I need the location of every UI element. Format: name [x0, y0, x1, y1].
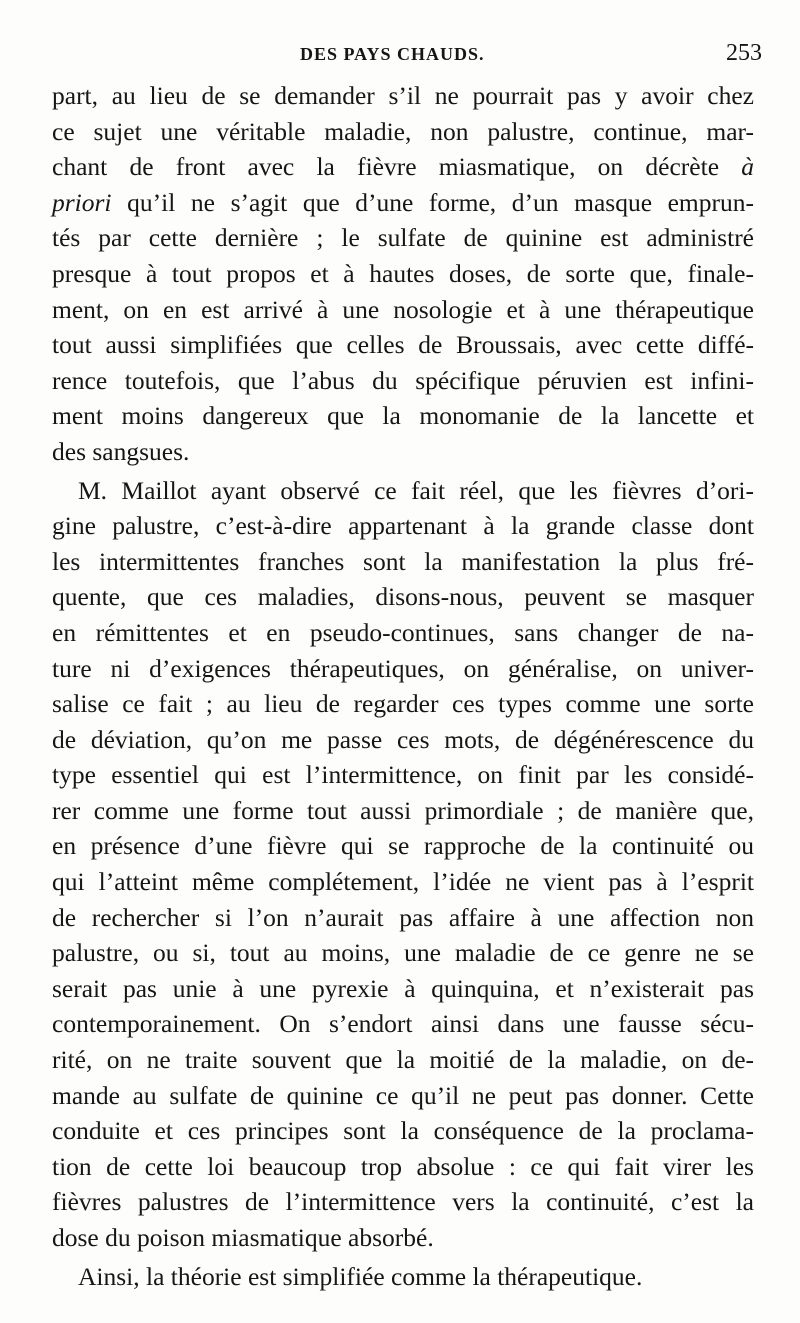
- text-line: salise ce fait ; au lieu de regarder ces types comme une sorte: [52, 689, 754, 719]
- text-line: conduite et ces principes sont la conséquence de la proclama-: [52, 1116, 754, 1146]
- text-line: palustre, ou si, tout au moins, une maladie de ce genre ne se: [52, 938, 754, 968]
- text-line: ture ni d’exigences thérapeutiques, on généralise, on univer-: [52, 653, 754, 683]
- text-line: ce sujet une véritable maladie, non palustre, continue, mar-: [52, 116, 754, 146]
- paragraph: [52, 473, 754, 1256]
- text-line: ment moins dangereux que la monomanie de la lancette et: [52, 401, 754, 431]
- italic-a: à: [741, 152, 754, 182]
- page-number: 253: [726, 40, 762, 66]
- text-line: chant de front avec la fièvre miasmatique, on décrète à: [52, 152, 754, 182]
- paragraph: [52, 78, 754, 470]
- text-line: tion de cette loi beaucoup trop absolue : ce qui fait virer les: [52, 1151, 754, 1181]
- text-line: contemporainement. On s’endort ainsi dans une fausse sécu-: [52, 1009, 754, 1039]
- text-line: dose du poison miasmatique absorbé.: [52, 1223, 434, 1252]
- text-line: tout aussi simplifiées que celles de Broussais, avec cette diffé-: [52, 330, 754, 360]
- text-line: des sangsues.: [52, 436, 190, 466]
- page-header: [52, 38, 762, 74]
- text-line: serait pas unie à une pyrexie à quinquina, et n’existerait pas: [52, 973, 754, 1003]
- text-line: de rechercher si l’on n’aurait pas affaire à une affection non: [52, 902, 754, 932]
- text-line: rence toutefois, que l’abus du spécifique péruvien est infini-: [52, 365, 754, 395]
- text-line: type essentiel qui est l’intermittence, on finit par les considé-: [52, 760, 754, 790]
- text-line: part, au lieu de se demander s’il ne pourrait pas y avoir chez: [52, 81, 754, 110]
- text-line: presque à tout propos et à hautes doses, de sorte que, finale-: [52, 258, 754, 288]
- body-text: [52, 78, 754, 1294]
- text-line: fièvres palustres de l’intermittence vers la continuité, c’est la: [52, 1187, 754, 1217]
- text-line: mande au sulfate de quinine ce qu’il ne peut pas donner. Cette: [52, 1080, 754, 1110]
- text-line: ment, on en est arrivé à une nosologie et à une thérapeutique: [52, 294, 754, 324]
- text-line: M. Maillot ayant observé ce fait réel, que les fièvres d’ori-: [78, 475, 754, 505]
- text-line: Ainsi, la théorie est simplifiée comme la thérapeutique.: [78, 1261, 643, 1291]
- text-line: priori qu’il ne s’agit que d’une forme, d’un masque emprun-: [52, 187, 754, 217]
- paragraph: [52, 1259, 754, 1295]
- text-line: les intermittentes franches sont la manifestation la plus fré-: [52, 546, 754, 576]
- text-line: de déviation, qu’on me passe ces mots, de dégénérescence du: [52, 724, 754, 754]
- text-line: gine palustre, c’est-à-dire appartenant à la grande classe dont: [52, 511, 754, 541]
- running-head: DES PAYS CHAUDS.: [300, 44, 485, 64]
- text-line: tés par cette dernière ; le sulfate de quinine est administré: [52, 223, 754, 253]
- text-line: en présence d’une fièvre qui se rapproche de la continuité ou: [52, 831, 754, 861]
- italic-priori: priori: [52, 187, 112, 217]
- text-line: qui l’atteint même complétement, l’idée ne vient pas à l’esprit: [52, 867, 754, 897]
- text-line: rité, on ne traite souvent que la moitié de la maladie, on de-: [52, 1045, 754, 1075]
- text-line: quente, que ces maladies, disons-nous, peuvent se masquer: [52, 582, 754, 612]
- text-line: rer comme une forme tout aussi primordiale ; de manière que,: [52, 795, 754, 825]
- text-line: en rémittentes et en pseudo-continues, sans changer de na-: [52, 617, 754, 647]
